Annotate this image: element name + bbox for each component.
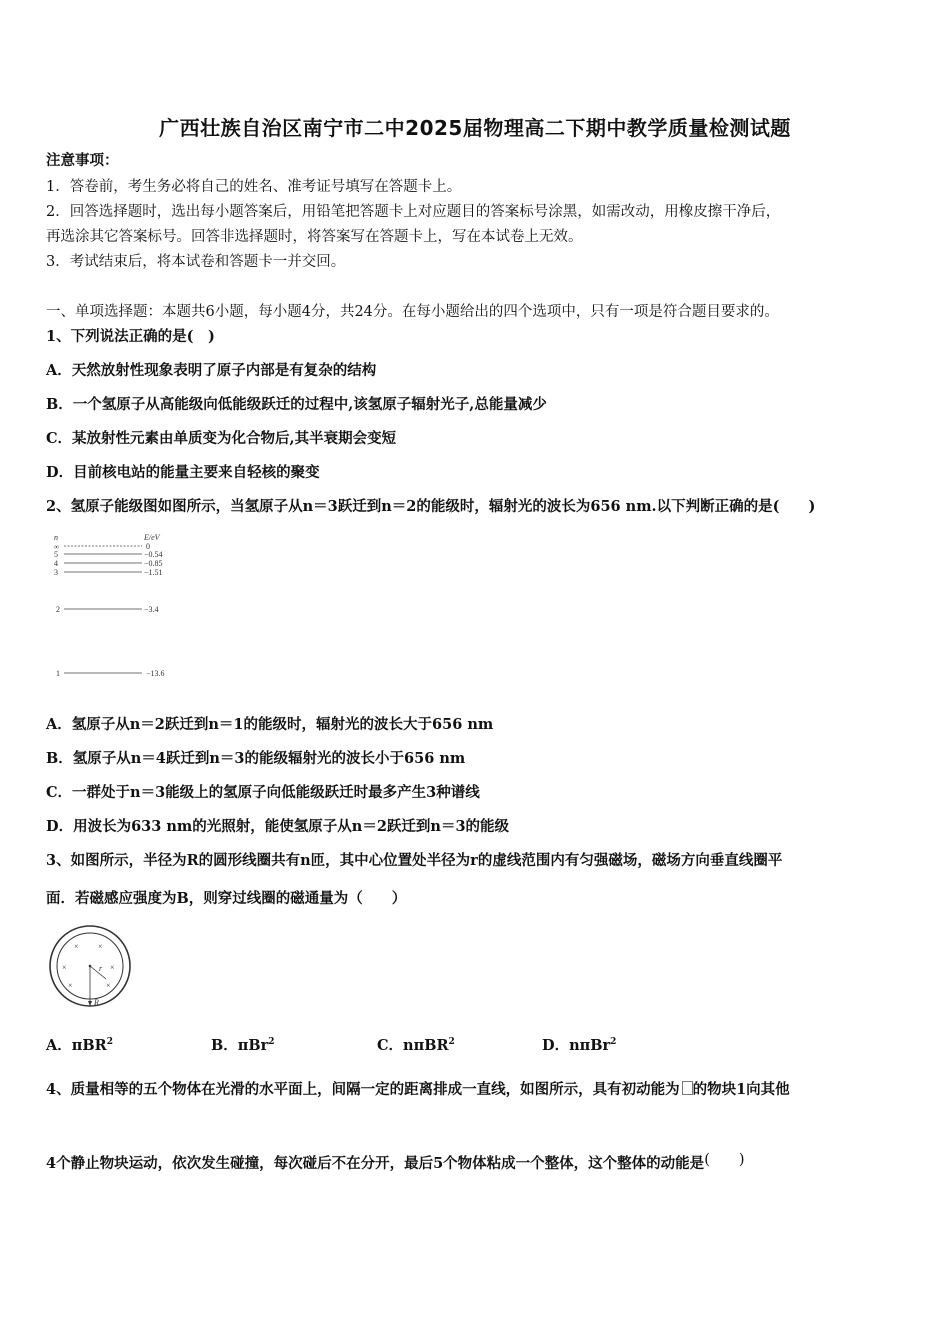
svg-text:−1.51: −1.51 — [144, 568, 163, 577]
field-cross-mark: × — [106, 981, 111, 990]
coil-magnetic-field-diagram — [46, 922, 136, 1012]
n-axis-label: n — [54, 533, 58, 542]
q1-option-a: A．天然放射性现象表明了原子内部是有复杂的结构 — [46, 362, 377, 379]
notice-item: 3．考试结束后，将本试卷和答题卡一并交回。 — [46, 254, 346, 270]
q1-option-d: D．目前核电站的能量主要来自轻核的聚变 — [46, 464, 320, 481]
field-cross-mark: × — [62, 963, 67, 972]
answer-paren: ( ) — [704, 1152, 745, 1168]
svg-text:5: 5 — [54, 550, 58, 559]
svg-text:2: 2 — [56, 605, 60, 614]
q1-option-c: C．某放射性元素由单质变为化合物后,其半衰期会变短 — [46, 430, 397, 447]
energy-level — [56, 669, 165, 678]
energy-level — [54, 568, 163, 577]
svg-text:−0.85: −0.85 — [144, 559, 163, 568]
exam-title: 广西壮族自治区南宁市二中2025届物理高二下期中教学质量检测试题 — [159, 116, 791, 140]
energy-level — [56, 605, 159, 614]
notice-heading: 注意事项： — [46, 152, 119, 169]
question-2-stem: 2、氢原子能级图如图所示，当氢原子从n＝3跃迁到n＝2的能级时，辐射光的波长为656 nm.以下判断正确的是( ) — [46, 498, 816, 515]
large-radius-label: R — [94, 998, 99, 1007]
energy-level — [54, 550, 163, 559]
q2-option-d: D．用波长为633 nm的光照射，能使氢原子从n＝2跃迁到n＝3的能级 — [46, 818, 510, 835]
q3-option-d: D．nπBr$^2$ — [542, 1036, 617, 1054]
question-3-stem: 3、如图所示，半径为R的圆形线圈共有n匝，其中心位置处半径为r的虚线范围内有匀强磁场，磁场方向垂直线圈平 — [46, 852, 783, 869]
field-cross-mark: × — [110, 963, 115, 972]
svg-text:1: 1 — [56, 669, 60, 678]
energy-level — [54, 559, 163, 568]
question-4-stem-continued: 4个静止物块运动，依次发生碰撞，每次碰后不在分开，最后5个物体粘成一个整体，这个整体的动能是( ) — [46, 1152, 745, 1172]
missing-formula-icon — [682, 1081, 693, 1095]
q3-option-a: A．πBR$^2$ — [46, 1036, 113, 1054]
q2-option-c: C．一群处于n＝3能级上的氢原子向低能级跃迁时最多产生3种谱线 — [46, 784, 480, 801]
notice-item: 再选涂其它答案标号。回答非选择题时，将答案写在答题卡上，写在本试卷上无效。 — [46, 229, 583, 245]
q1-option-b: B．一个氢原子从高能级向低能级跃迁的过程中,该氢原子辐射光子,总能量减少 — [46, 396, 547, 413]
question-1-stem: 1、下列说法正确的是( ) — [46, 328, 215, 345]
section-heading: 一、单项选择题：本题共6小题，每小题4分，共24分。在每小题给出的四个选项中，只有一项是符合题目要求的。 — [46, 304, 779, 320]
q3-option-b: B．πBr$^2$ — [211, 1036, 275, 1054]
svg-text:−3.4: −3.4 — [144, 605, 159, 614]
svg-text:3: 3 — [54, 568, 58, 577]
question-4-stem: 4、质量相等的五个物体在光滑的水平面上，间隔一定的距离排成一直线，如图所示，具有初动能为 的物块1向其他 — [46, 1081, 790, 1098]
energy-axis-label: E/eV — [144, 533, 160, 542]
energy-level-diagram — [50, 530, 190, 685]
q2-option-b: B．氢原子从n＝4跃迁到n＝3的能级辐射光的波长小于656 nm — [46, 750, 466, 767]
field-cross-mark: × — [98, 942, 103, 951]
energy-level — [54, 542, 150, 551]
svg-text:∞: ∞ — [54, 543, 59, 551]
svg-text:0: 0 — [146, 542, 150, 551]
small-radius-label: r — [99, 964, 103, 973]
q3-option-c: C．nπBR$^2$ — [377, 1036, 455, 1054]
q2-option-a: A．氢原子从n＝2跃迁到n＝1的能级时，辐射光的波长大于656 nm — [46, 716, 494, 733]
svg-text:4: 4 — [54, 559, 58, 568]
svg-text:−0.54: −0.54 — [144, 550, 163, 559]
field-cross-mark: × — [68, 981, 73, 990]
svg-text:−13.6: −13.6 — [146, 669, 165, 678]
field-cross-mark: × — [74, 942, 79, 951]
question-3-stem-continued: 面．若磁感应强度为B，则穿过线圈的磁通量为（ ） — [46, 890, 407, 907]
notice-item: 2．回答选择题时，选出每小题答案后，用铅笔把答题卡上对应题目的答案标号涂黑，如需改动，用橡皮擦干净后， — [46, 204, 781, 220]
notice-item: 1．答卷前，考生务必将自己的姓名、准考证号填写在答题卡上。 — [46, 179, 462, 195]
